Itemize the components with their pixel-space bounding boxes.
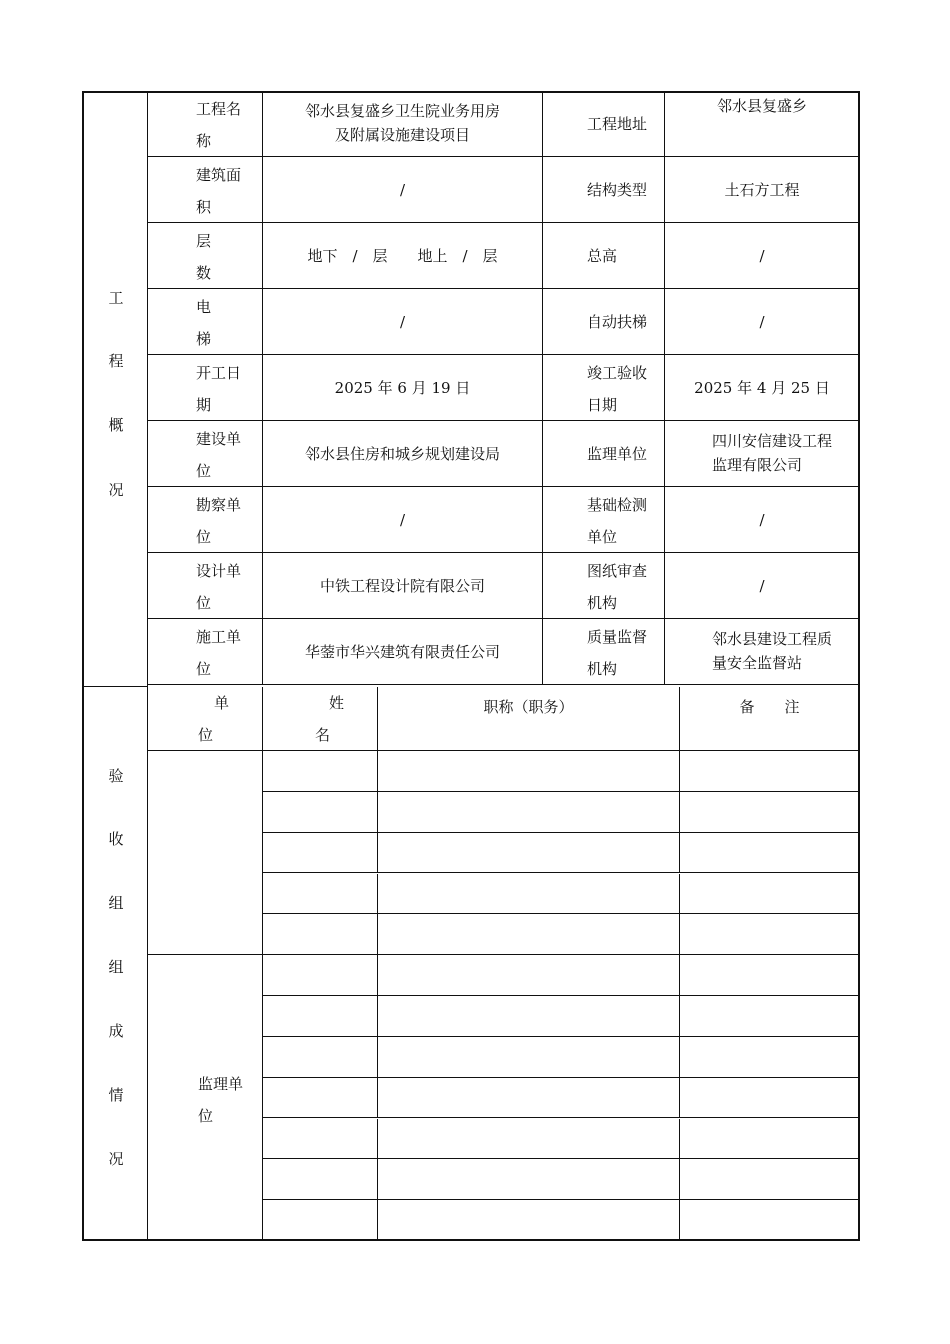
- section-committee-title-char: 收: [108, 830, 124, 848]
- cell-line: 图纸审查: [587, 562, 648, 580]
- member-remark-cell[interactable]: [680, 1078, 860, 1119]
- member-title-cell[interactable]: [378, 1078, 680, 1119]
- cell-line: 姓: [329, 694, 345, 712]
- cell-line: 自动扶梯: [587, 313, 648, 331]
- field-label: [543, 91, 665, 157]
- cell-line: /: [399, 181, 406, 199]
- cell-line: 工程名: [196, 100, 242, 118]
- field-label: [148, 289, 263, 355]
- field-value: [263, 553, 543, 619]
- section-committee-title-char: 况: [108, 1150, 124, 1168]
- field-label: [543, 289, 665, 355]
- cell-line: 称: [196, 132, 212, 150]
- member-title-cell[interactable]: [378, 914, 680, 955]
- field-value: [263, 157, 543, 223]
- cell-line: 梯: [196, 330, 212, 348]
- field-label: [543, 487, 665, 553]
- cell-line: 数: [196, 264, 212, 282]
- member-name-cell[interactable]: [263, 955, 378, 996]
- cell-line: 华蓥市华兴建筑有限责任公司: [304, 643, 500, 661]
- cell-line: 地下 / 层 地上 / 层: [307, 247, 498, 265]
- member-name-cell[interactable]: [263, 833, 378, 874]
- cell-line: /: [399, 313, 406, 331]
- section-committee-title-char: 情: [108, 1086, 124, 1104]
- member-name-cell[interactable]: [263, 1159, 378, 1200]
- cell-line: 位: [196, 594, 212, 612]
- cell-line: 机构: [587, 660, 618, 678]
- field-value: [263, 91, 543, 157]
- cell-line: 工程地址: [587, 115, 648, 133]
- member-title-cell[interactable]: [378, 1119, 680, 1160]
- member-title-cell[interactable]: [378, 874, 680, 915]
- member-name-cell[interactable]: [263, 751, 378, 792]
- section-overview-title-char: 概: [108, 416, 124, 434]
- cell-line: /: [759, 247, 765, 265]
- cell-line: 监理有限公司: [712, 456, 803, 474]
- group-unit-cell: [148, 751, 263, 955]
- field-value: [665, 553, 860, 619]
- cell-line: 勘察单: [196, 496, 242, 514]
- header-title: 职称（职务）: [378, 687, 680, 751]
- member-remark-cell[interactable]: [680, 792, 860, 833]
- member-name-cell[interactable]: [263, 792, 378, 833]
- cell-line: 单位: [587, 528, 618, 546]
- member-name-cell[interactable]: [263, 874, 378, 915]
- field-label: [543, 619, 665, 685]
- member-remark-cell[interactable]: [680, 1159, 860, 1200]
- cell-line: 施工单: [196, 628, 242, 646]
- field-label: [543, 223, 665, 289]
- cell-line: /: [399, 511, 406, 529]
- member-remark-cell[interactable]: [680, 874, 860, 915]
- field-label: [148, 619, 263, 685]
- section-committee-title-char: 成: [108, 1022, 124, 1040]
- member-remark-cell[interactable]: [680, 1119, 860, 1160]
- member-name-cell[interactable]: [263, 996, 378, 1037]
- cell-line: 建筑面: [196, 166, 242, 184]
- cell-line: 2025 年 4 月 25 日: [694, 379, 830, 397]
- member-title-cell[interactable]: [378, 792, 680, 833]
- field-label: [148, 553, 263, 619]
- member-remark-cell[interactable]: [680, 996, 860, 1037]
- member-remark-cell[interactable]: [680, 833, 860, 874]
- field-value: [665, 223, 860, 289]
- cell-line: 土石方工程: [724, 181, 800, 199]
- member-name-cell[interactable]: [263, 1119, 378, 1160]
- field-value: [263, 487, 543, 553]
- field-value: [665, 487, 860, 553]
- member-remark-cell[interactable]: [680, 914, 860, 955]
- section-overview-title-cell: [82, 91, 148, 687]
- cell-line: 电: [196, 298, 212, 316]
- member-remark-cell[interactable]: [680, 751, 860, 792]
- member-name-cell[interactable]: [263, 1078, 378, 1119]
- cell-line: 机构: [587, 594, 618, 612]
- field-value: [263, 355, 543, 421]
- field-label: [543, 355, 665, 421]
- member-title-cell[interactable]: [378, 955, 680, 996]
- cell-line: 日期: [587, 396, 618, 414]
- cell-line: 邻水县建设工程质: [712, 630, 833, 648]
- field-value: [263, 619, 543, 685]
- cell-line: 质量监督: [587, 628, 648, 646]
- field-value: [263, 421, 543, 487]
- cell-line: 竣工验收: [587, 364, 648, 382]
- cell-line: 中铁工程设计院有限公司: [319, 577, 485, 595]
- cell-line: 2025 年 6 月 19 日: [334, 379, 471, 397]
- field-value: [665, 421, 860, 487]
- member-name-cell[interactable]: [263, 1037, 378, 1078]
- cell-line: /: [759, 511, 765, 529]
- member-remark-cell[interactable]: [680, 1200, 860, 1241]
- cell-line: 位: [196, 660, 212, 678]
- cell-line: 层: [196, 232, 212, 250]
- cell-line: 监理单位: [587, 445, 648, 463]
- cell-line: 开工日: [196, 364, 242, 382]
- field-label: [148, 355, 263, 421]
- cell-line: /: [759, 577, 765, 595]
- cell-line: 积: [196, 198, 212, 216]
- section-overview-title-char: 程: [108, 352, 124, 370]
- cell-line: 四川安信建设工程: [712, 432, 833, 450]
- header-remark: 备 注: [680, 687, 860, 751]
- field-label: [148, 91, 263, 157]
- member-remark-cell[interactable]: [680, 955, 860, 996]
- cell-line: 邻水县复盛乡卫生院业务用房: [304, 102, 500, 120]
- member-title-cell[interactable]: [378, 1037, 680, 1078]
- section-overview-title-char: 况: [108, 481, 124, 499]
- cell-line: 邻水县住房和城乡规划建设局: [304, 445, 500, 463]
- member-name-cell[interactable]: [263, 1200, 378, 1241]
- cell-line: /: [759, 313, 765, 331]
- member-title-cell[interactable]: [378, 833, 680, 874]
- cell-line: 单: [214, 694, 230, 712]
- field-label: [543, 157, 665, 223]
- cell-line: 设计单: [196, 562, 242, 580]
- member-title-cell[interactable]: [378, 751, 680, 792]
- field-label: [148, 421, 263, 487]
- field-label: [543, 553, 665, 619]
- field-value: [263, 289, 543, 355]
- cell-line: 位: [198, 726, 214, 744]
- member-title-cell[interactable]: [378, 1159, 680, 1200]
- field-label: [148, 487, 263, 553]
- cell-line: 期: [196, 396, 212, 414]
- cell-line: 邻水县复盛乡: [716, 97, 807, 115]
- header-name: [263, 687, 378, 751]
- header-unit: [148, 687, 263, 751]
- field-value: [263, 223, 543, 289]
- cell-line: 名: [315, 726, 331, 744]
- cell-line: 位: [198, 1107, 214, 1126]
- member-remark-cell[interactable]: [680, 1037, 860, 1078]
- section-overview-title-char: 工: [108, 289, 124, 307]
- cell-line: 量安全监督站: [712, 654, 803, 672]
- cell-line: 总高: [587, 247, 618, 265]
- group-unit-cell-supervision: [148, 955, 263, 1241]
- member-name-cell[interactable]: [263, 914, 378, 955]
- cell-line: 位: [196, 528, 212, 546]
- field-label: [148, 223, 263, 289]
- cell-line: 位: [196, 462, 212, 480]
- field-value: [665, 91, 860, 157]
- field-value: [665, 289, 860, 355]
- field-label: [148, 157, 263, 223]
- field-label: [543, 421, 665, 487]
- section-committee-title-cell: [82, 687, 148, 1241]
- field-value: [665, 619, 860, 685]
- cell-line: 建设单: [196, 430, 242, 448]
- cell-line: 监理单: [198, 1075, 244, 1094]
- cell-line: 基础检测: [587, 496, 648, 514]
- member-title-cell[interactable]: [378, 996, 680, 1037]
- cell-line: 结构类型: [587, 181, 648, 199]
- cell-line: 及附属设施建设项目: [334, 126, 470, 144]
- field-value: [665, 157, 860, 223]
- section-committee-title-char: 组: [108, 894, 124, 912]
- field-value: [665, 355, 860, 421]
- section-committee-title-char: 组: [108, 958, 124, 976]
- section-committee-title-char: 验: [108, 767, 124, 785]
- member-title-cell[interactable]: [378, 1200, 680, 1241]
